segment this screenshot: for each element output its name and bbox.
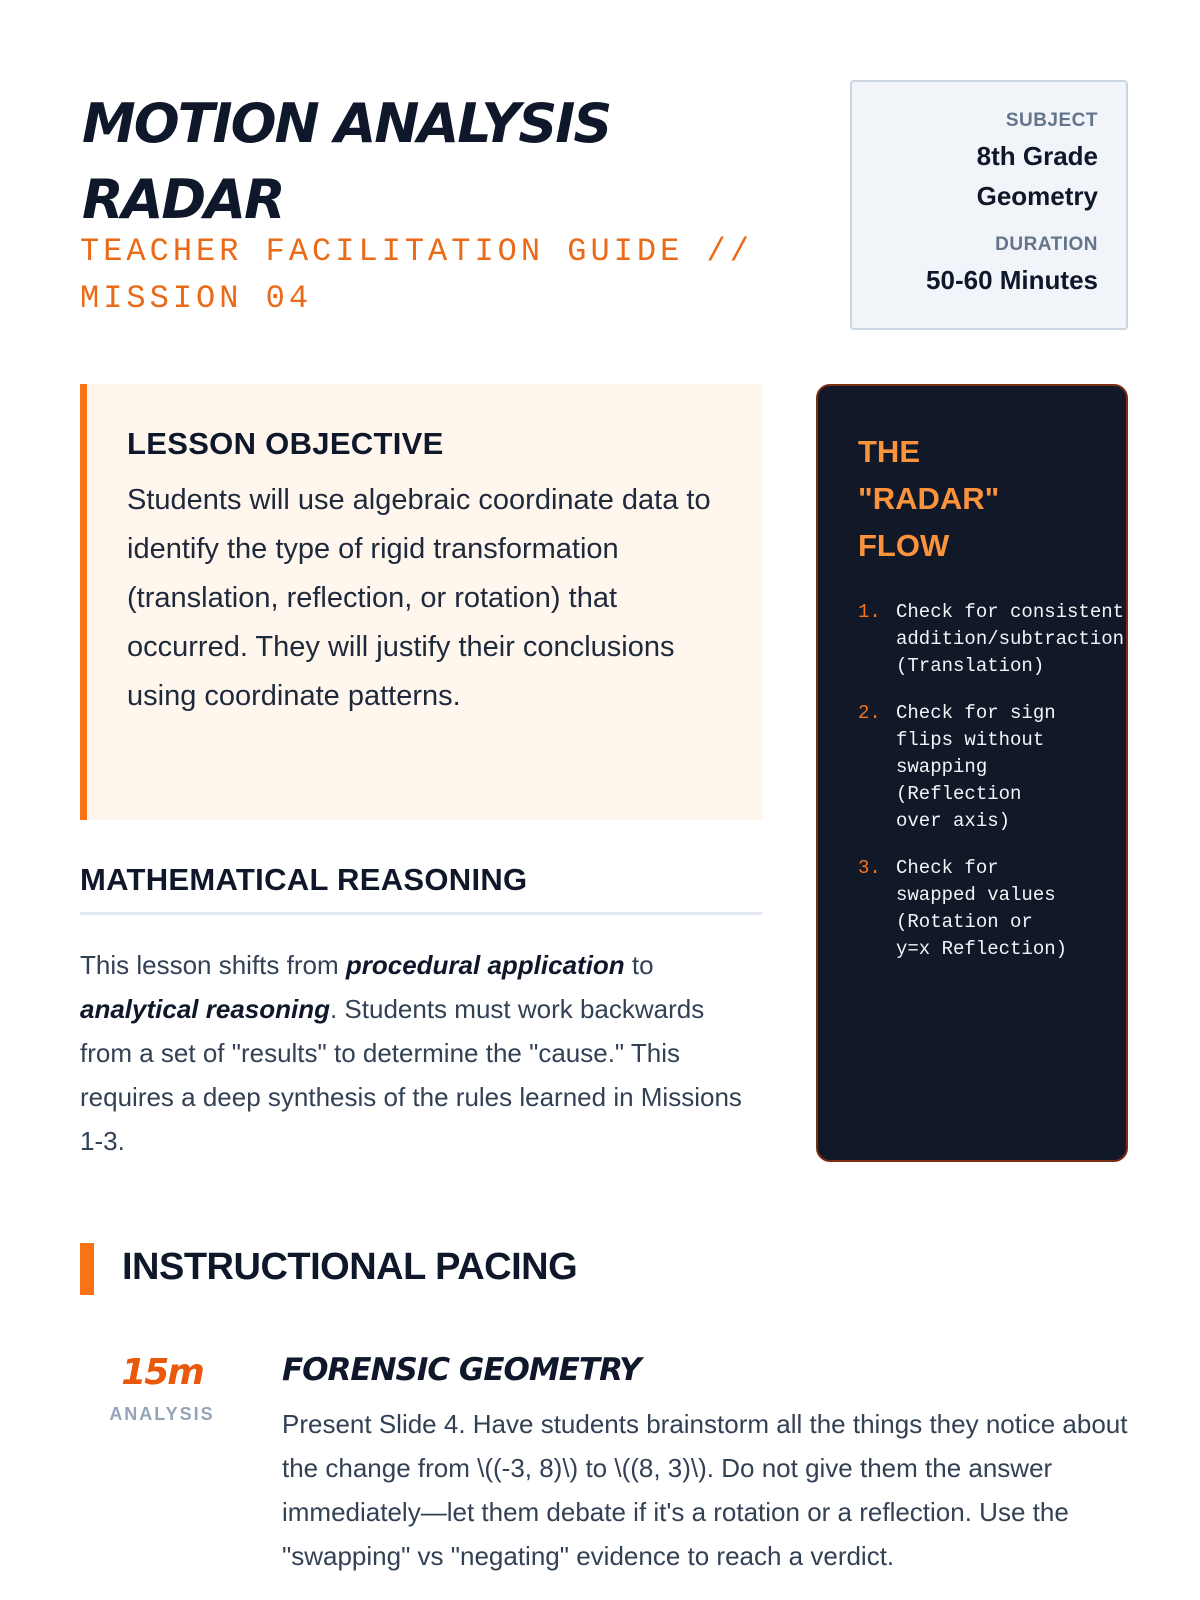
step-text: Check for consistent addition/subtraction (Translation) bbox=[896, 601, 1125, 677]
lesson-objective-card bbox=[80, 384, 762, 820]
step-number: 2. bbox=[858, 702, 881, 724]
lesson-meta-box bbox=[850, 80, 1128, 330]
step-text: Check for swapped values (Rotation or y=x Reflection) bbox=[896, 857, 1068, 960]
reasoning-text: This lesson shifts from procedural application to analytical reasoning. Students must work backwards from a set of "results" to determine the "cause." This requires a deep synthesis of the rules learned in Missions 1-3. bbox=[80, 950, 742, 1156]
objective-heading: LESSON OBJECTIVE bbox=[127, 426, 444, 461]
emphasis-procedural: procedural application bbox=[345, 950, 625, 980]
radar-flow-heading: THE "RADAR" FLOW bbox=[858, 434, 1000, 563]
radar-flow-list bbox=[858, 599, 1126, 963]
pacing-heading: INSTRUCTIONAL PACING bbox=[122, 1246, 578, 1288]
radar-flow-step bbox=[858, 599, 1126, 680]
step-text: Check for sign flips without swapping (Reflection over axis) bbox=[896, 702, 1056, 832]
page-title: MOTION ANALYSIS RADAR bbox=[82, 92, 611, 231]
pacing-time: 15m bbox=[121, 1352, 203, 1393]
duration-value: 50-60 Minutes bbox=[926, 265, 1098, 295]
subject-value: 8th Grade Geometry bbox=[976, 141, 1098, 211]
mathematical-reasoning-section bbox=[80, 862, 762, 1163]
pacing-accent-bar bbox=[80, 1243, 94, 1295]
pacing-step-text: Present Slide 4. Have students brainstorm all the things they notice about the change from \((-3, 8)\) to \((8, 3)\). Do not give them the answer immediately—let them debate if it's a rotation or a reflection. Use the "swapping" vs "negating" evidence to reach a verdict. bbox=[282, 1409, 1128, 1571]
step-number: 3. bbox=[858, 857, 881, 879]
emphasis-analytical: analytical reasoning bbox=[80, 994, 330, 1024]
page-subtitle: TEACHER FACILITATION GUIDE // MISSION 04 bbox=[80, 233, 753, 317]
radar-flow-step bbox=[858, 855, 1126, 963]
reasoning-heading: MATHEMATICAL REASONING bbox=[80, 862, 762, 915]
radar-flow-panel bbox=[816, 384, 1128, 1162]
step-number: 1. bbox=[858, 601, 881, 623]
duration-label: DURATION bbox=[995, 234, 1098, 255]
radar-flow-step bbox=[858, 700, 1126, 835]
objective-text: Students will use algebraic coordinate data to identify the type of rigid transformation (translation, reflection, or rotation) that occurred. They will justify their conclusions using coordinate patterns. bbox=[127, 484, 711, 712]
pacing-phase-label: ANALYSIS bbox=[109, 1404, 215, 1424]
subject-label: SUBJECT bbox=[1005, 110, 1098, 131]
pacing-step-title: FORENSIC GEOMETRY bbox=[282, 1352, 641, 1388]
